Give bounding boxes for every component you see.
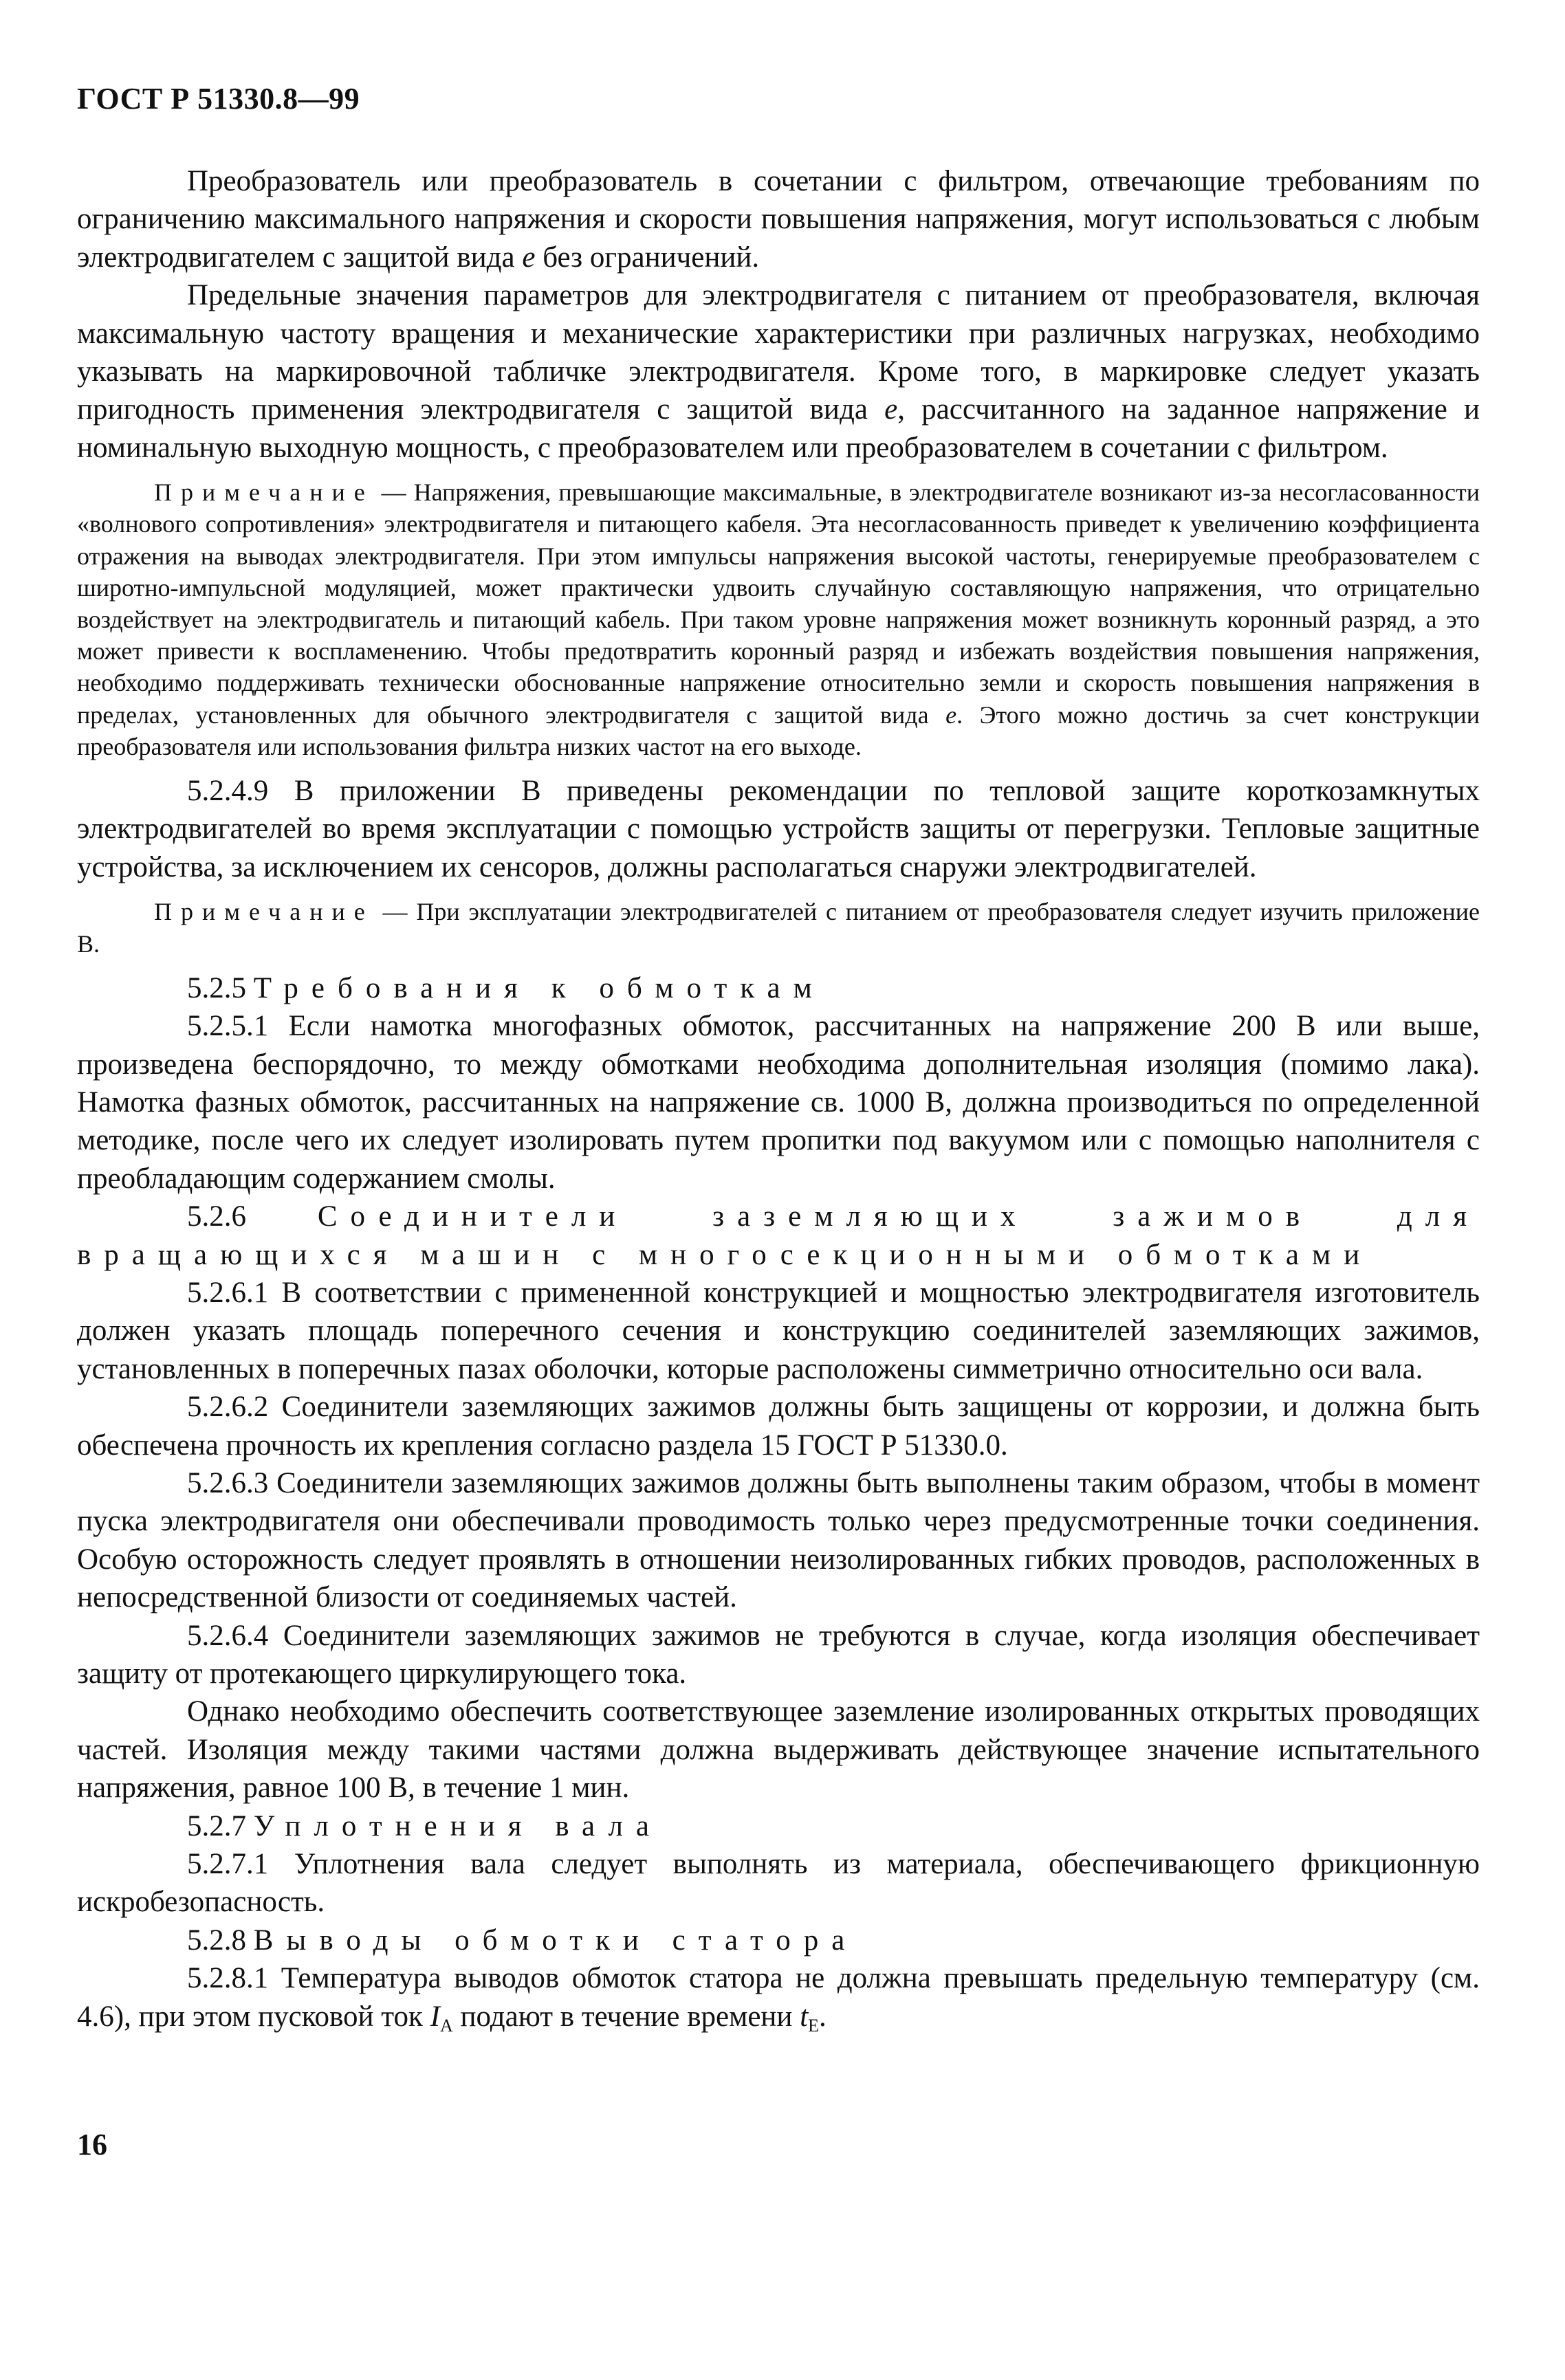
- clause-5-2-6-4: 5.2.6.4 Соединители заземляющих зажимов не требуются в случае, когда изоляция обеспечивает защиту от протекающего циркулирующего тока.: [77, 1619, 1480, 1690]
- paragraph-converter-filter: Преобразователь или преобразователь в сочетании с фильтром, отвечающие требованиям по ограничению максимального напряжения и скорости повышения напряжения, могут использоваться с любым электродвигателем с защитой вида е без ограничений.: [77, 165, 1480, 274]
- section-heading-5-2-5: 5.2.5 Требования к обмоткам: [187, 971, 825, 1004]
- clause-5-2-5-1: 5.2.5.1 Если намотка многофазных обмоток, рассчитанных на напряжение 200 В или выше, произведена беспорядочно, то между обмотками необходима дополнительная изоляция (помимо лака). Намотка фазных обмоток, рассчитанных на напряжение св. 1000 В, должна производиться по определенной методике, после чего их следует изолировать путем пропитки под вакуумом или с помощью наполнителя с преобладающим содержанием смолы.: [77, 1010, 1480, 1195]
- paragraph-grounding-insulation: Однако необходимо обеспечить соответствующее заземление изолированных открытых проводящих частей. Изоляция между такими частями должна выдерживать действующее значение испытательного напряжения, равное 100 В, в течение 1 мин.: [77, 1695, 1480, 1805]
- clause-5-2-6-2: 5.2.6.2 Соединители заземляющих зажимов должны быть защищены от коррозии, и должна быть обеспечена прочность их крепления согласно раздела 15 ГОСТ Р 51330.0.: [77, 1391, 1480, 1462]
- section-heading-5-2-6: 5.2.6 Соединители заземляющих зажимов для вращающихся машин с многосекционными обмотками: [77, 1200, 1480, 1271]
- paragraph-marking-limits: Предельные значения параметров для электродвигателя с питанием от преобразователя, включая максимальную частоту вращения и механические характеристики при различных нагрузках, необходимо указывать на маркировочной табличке электродвигателя. Кроме того, в маркировке следует указать пригодность применения электродвигателя с защитой вида е, рассчитанного на заданное напряжение и номинальную выходную мощность, с преобразователем или преобразователем в сочетании с фильтром.: [77, 279, 1480, 464]
- section-heading-5-2-8: 5.2.8 Выводы обмотки статора: [187, 1924, 858, 1957]
- section-heading-5-2-7: 5.2.7 Уплотнения вала: [187, 1809, 663, 1842]
- document-body: [77, 162, 1480, 2045]
- clause-5-2-6-1: 5.2.6.1 В соответствии с примененной конструкцией и мощностью электродвигателя изготовитель должен указать площадь поперечного сечения и конструкцию соединителей заземляющих зажимов, установленных в поперечных пазах оболочки, которые расположены симметрично относительно оси вала.: [77, 1276, 1480, 1385]
- note-voltage-overshoot: Примечание — Напряжения, превышающие максимальные, в электродвигателе возникают из-за несогласованности «волнового сопротивления» электродвигателя и питающего кабеля. Эта несогласованность приведет к увеличению коэффициента отражения на выводах электродвигателя. При этом импульсы напряжения высокой частоты, генерируемые преобразователем с широтно-импульсной модуляцией, может практически удвоить случайную составляющую напряжения, что отрицательно воздействует на электродвигатель и питающий кабель. При таком уровне напряжения может возникнуть коронный разряд, а это может привести к воспламенению. Чтобы предотвратить коронный разряд и избежать воздействия повышения напряжения, необходимо поддерживать технически обоснованные напряжение относительно земли и скорость повышения напряжения в пределах, установленных для обычного электродвигателя с защитой вида е. Этого можно достичь за счет конструкции преобразователя или использования фильтра низких частот на его выходе.: [77, 478, 1480, 760]
- clause-5-2-8-1: 5.2.8.1 Температура выводов обмоток статора не должна превышать предельную температуру (см. 4.6), при этом пусковой ток $I_A$ подают в течение времени $t_E$.: [77, 1962, 1480, 2036]
- page-number: 16: [77, 2128, 107, 2161]
- note-annex-b: Примечание — При эксплуатации электродвигателей с питанием от преобразователя следует изучить приложение В.: [77, 898, 1480, 958]
- clause-5-2-7-1: 5.2.7.1 Уплотнения вала следует выполнять из материала, обеспечивающего фрикционную искробезопасность.: [77, 1848, 1480, 1919]
- document-header: ГОСТ Р 51330.8—99: [77, 82, 360, 115]
- clause-5-2-6-3: 5.2.6.3 Соединители заземляющих зажимов должны быть выполнены таким образом, чтобы в момент пуска электродвигателя они обеспечивали проводимость только через предусмотренные точки соединения. Особую осторожность следует проявлять в отношении неизолированных гибких проводов, расположенных в непосредственной близости от соединяемых частей.: [77, 1466, 1480, 1614]
- clause-5-2-4-9: 5.2.4.9 В приложении В приведены рекомендации по тепловой защите короткозамкнутых электродвигателей во время эксплуатации с помощью устройств защиты от перегрузки. Тепловые защитные устройства, за исключением их сенсоров, должны располагаться снаружи электродвигателей.: [77, 775, 1480, 883]
